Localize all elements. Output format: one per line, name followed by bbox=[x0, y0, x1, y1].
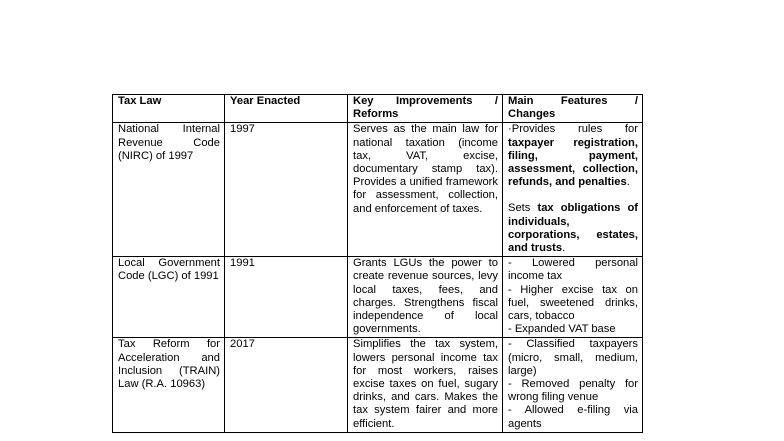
feature-item: - Higher excise tax on fuel, sweetened drinks, cars, tobacco bbox=[508, 283, 638, 323]
table-row bbox=[113, 257, 643, 338]
features-bold-text: tax obligations of individuals, corporations, estates, and trusts bbox=[508, 202, 639, 255]
feature-item: - Classified taxpayers (micro, small, medium, large) bbox=[508, 338, 638, 377]
feature-item: - Lowered personal income tax bbox=[508, 257, 638, 283]
features-text-end: . bbox=[626, 176, 630, 189]
feature-item: - Allowed e-filing via agents bbox=[508, 404, 638, 430]
feature-item: - Expanded VAT base bbox=[508, 323, 616, 336]
header-features-word: Features bbox=[560, 95, 608, 107]
header-main-features bbox=[503, 95, 643, 123]
header-year-enacted-label: Year Enacted bbox=[230, 95, 301, 107]
cell-law: Local Government Code (LGC) of 1991 bbox=[113, 257, 225, 338]
features-paragraph-2 bbox=[508, 202, 638, 255]
cell-law: National Internal Revenue Code (NIRC) of 1997 bbox=[113, 123, 225, 257]
cell-features bbox=[503, 257, 643, 338]
features-text: Sets bbox=[508, 202, 538, 215]
features-bold-text: taxpayer registration, filing, payment, assessment, collection, refunds, and penalties bbox=[508, 136, 638, 189]
header-changes-word: Changes bbox=[508, 108, 556, 121]
cell-features bbox=[503, 338, 643, 432]
cell-law: Tax Reform for Acceleration and Inclusion (TRAIN) Law (R.A. 10963) bbox=[113, 338, 225, 432]
feature-item: - Removed penalty for wrong filing venue bbox=[508, 378, 638, 404]
features-paragraph bbox=[508, 123, 638, 189]
header-main-features-line1 bbox=[508, 95, 638, 108]
header-tax-law-label: Tax Law bbox=[118, 95, 162, 107]
header-reforms-word: Reforms bbox=[353, 108, 399, 121]
features-text-end: . bbox=[562, 242, 566, 255]
paragraph-gap bbox=[508, 189, 638, 202]
cell-improvements: Simplifies the tax system, lowers personal income tax for most workers, raises excise taxes on fuel, sugary drinks, and cars. Makes the tax system fairer and more efficient. bbox=[348, 338, 503, 432]
header-key-improvements bbox=[348, 95, 503, 123]
cell-year: 2017 bbox=[225, 338, 348, 432]
table-row bbox=[113, 123, 643, 257]
features-text: ·Provides rules for bbox=[508, 123, 638, 136]
table-header-row bbox=[113, 95, 643, 123]
header-slash: / bbox=[494, 95, 498, 107]
cell-year: 1991 bbox=[225, 257, 348, 338]
header-year-enacted bbox=[225, 95, 348, 123]
cell-year: 1997 bbox=[225, 123, 348, 257]
header-key-improvements-line1 bbox=[353, 95, 498, 108]
cell-improvements: Grants LGUs the power to create revenue sources, levy local taxes, fees, and charges. Strengthens fiscal independence of local governments. bbox=[348, 257, 503, 338]
cell-improvements: Serves as the main law for national taxation (income tax, VAT, excise, documentary stamp tax). Provides a unified framework for assessment, collection, and enforcement of taxes. bbox=[348, 123, 503, 257]
table-row bbox=[113, 338, 643, 432]
cell-features bbox=[503, 123, 643, 257]
header-slash-2: / bbox=[634, 95, 638, 107]
header-tax-law bbox=[113, 95, 225, 123]
tax-law-table bbox=[112, 94, 643, 433]
header-key-word: Key bbox=[353, 95, 374, 107]
header-improvements-word: Improvements bbox=[395, 95, 473, 107]
header-main-word: Main bbox=[508, 95, 534, 107]
